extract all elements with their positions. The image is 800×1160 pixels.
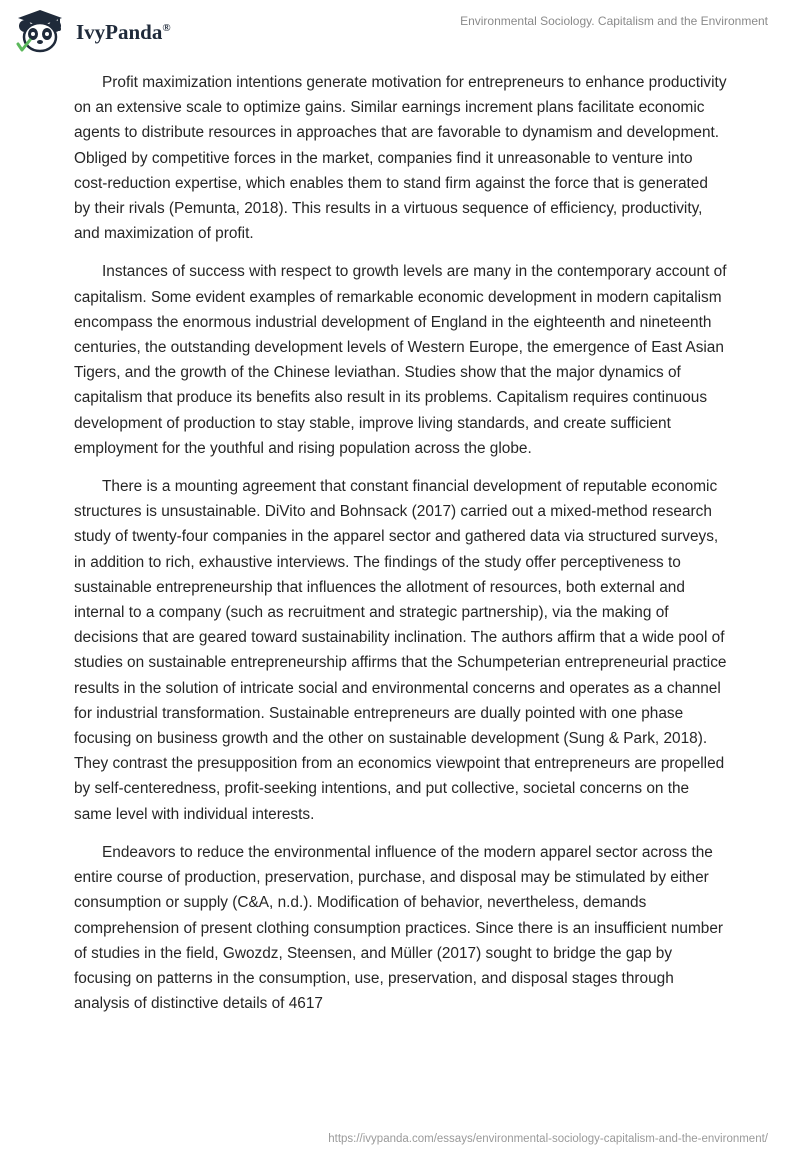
- paragraph-1: Profit maximization intentions generate motivation for entrepreneurs to enhance productivity on an extensive scale to optimize gains. Similar earnings increment plans facilitate economic agents to distribute resources in approaches that are favorable to dynamism and development. Obliged by competitive forces in the market, companies find it unreasonable to venture into cost-reduction expertise, which enables them to stand firm against the force that is generated by their rivals (Pemunta, 2018). This results in a virtuous sequence of efficiency, productivity, and maximization of profit.: [74, 74, 727, 243]
- page-header: [0, 0, 800, 60]
- document-title: Environmental Sociology. Capitalism and the Environment: [460, 14, 768, 28]
- essay-body: [74, 70, 728, 1029]
- registered-mark: ®: [162, 22, 171, 34]
- paragraph-4: Endeavors to reduce the environmental influence of the modern apparel sector across the entire course of production, preservation, purchase, and disposal may be stimulated by either consumption or supply (C&A, n.d.). Modification of behavior, nevertheless, demands comprehension of present clothing consumption practices. Since there is an insufficient number of studies in the field, Gwozdz, Steensen, and Müller (2017) sought to bridge the gap by focusing on patterns in the consumption, use, preservation, and disposal stages through analysis of distinctive details of 4617: [74, 843, 724, 1013]
- paragraph-3: There is a mounting agreement that constant financial development of reputable economic structures is unsustainable. DiVito and Bohnsack (2017) carried out a mixed-method research study of twenty-four companies in the apparel sector and gathered data via structured surveys, in addition to rich, exhaustive interviews. The findings of the study offer perceptiveness to sustainable entrepreneurship that influences the allotment of resources, both external and internal to a company (such as recruitment and strategic partnership), via the making of decisions that are geared toward sustainability inclination. The authors affirm that a wide pool of studies on sustainable entrepreneurship affirms that the Schumpeterian entrepreneurial practice results in the solution of intricate social and environmental concerns and operates as a channel for industrial transformation. Sustainable entrepreneurs are dually pointed with one phase focusing on business growth and the other on sustainable development (Sung & Park, 2018). They contrast the presupposition from an economics viewpoint that entrepreneurs are propelled by self-centeredness, profit-seeking intentions, and put collective, societal concerns on the same level with individual interests.: [74, 478, 727, 823]
- brand-text: IvyPanda: [76, 20, 163, 44]
- source-url-link[interactable]: https://ivypanda.com/essays/environmental-sociology-capitalism-and-the-environment/: [328, 1133, 768, 1145]
- panda-logo-icon: [14, 8, 66, 54]
- paragraph-2: Instances of success with respect to growth levels are many in the contemporary account of capitalism. Some evident examples of remarkable economic development in modern capitalism encompass the enormous industrial development of England in the eighteenth and nineteenth centuries, the outstanding development levels of Western Europe, the emergence of East Asian Tigers, and the growth of the Chinese leviathan. Studies show that the major dynamics of capitalism that produce its benefits also result in its problems. Capitalism requires continuous development of production to stay stable, improve living standards, and create sufficient employment for the youthful and rising population across the globe.: [74, 263, 727, 457]
- brand-name: [76, 20, 171, 45]
- brand-logo[interactable]: [14, 8, 204, 56]
